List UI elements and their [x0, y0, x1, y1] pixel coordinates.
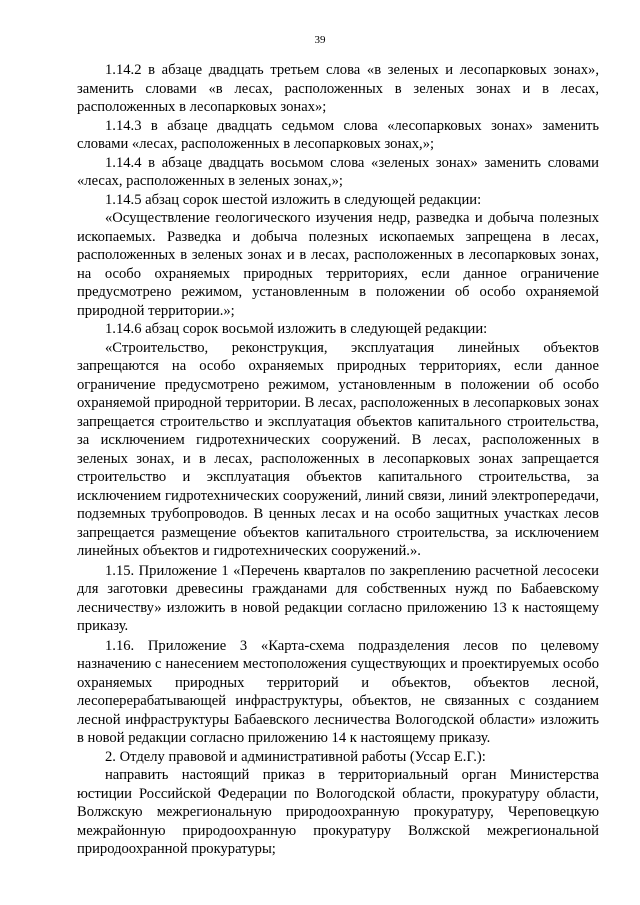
page-number: 39	[314, 34, 326, 46]
paragraph-1-15: 1.15. Приложение 1 «Перечень кварталов по закреплению расчетной лесосеки для заготовки древесины гражданами для собственных нужд по Бабаевскому лесничеству» изложить в новой редакции согласно приложению 13 к настоящему приказу.	[77, 562, 599, 634]
paragraph-1-16: 1.16. Приложение 3 «Карта-схема подразделения лесов по целевому назначению с нанесением местоположения существующих и проектируемых особо охраняемых природных территорий и объектов, объектов лесной, лесоперерабатывающей инфраструктуры, объектов, не связанных с созданием лесной инфраструктуры Бабаевского лесничества Вологодской области» изложить в новой редакции согласно приложению 14 к настоящему приказу.	[77, 637, 599, 746]
paragraph-1-14-6: 1.14.6 абзац сорок восьмой изложить в следующей редакции:	[105, 321, 488, 337]
paragraph-2-directive: направить настоящий приказ в территориальный орган Министерства юстиции Российской Федерации по Вологодской области, прокуратуру области, Волжскую межрегиональную природоохранную прокуратуру, Череповецкую межрайонную природоохранную прокуратуру Волжской межрегиональной природоохранной прокуратуры;	[77, 767, 599, 857]
document-body	[77, 61, 599, 859]
paragraph-1-14-4: 1.14.4 в абзаце двадцать восьмом слова «зеленых зонах» заменить словами «лесах, расположенных в зеленых зонах,»;	[77, 154, 599, 189]
paragraph-1-14-5: 1.14.5 абзац сорок шестой изложить в следующей редакции:	[105, 191, 482, 208]
quoted-paragraph-46: «Осуществление геологического изучения недр, разведка и добыча полезных ископаемых. Разведка и добыча полезных ископаемых запрещена в лесах, расположенных в зеленых зонах и в лесах, расположенных в лесопарковых зонах, на особо охраняемых природных территориях, если данное ограничение предусмотрено режимом, установленным в положении об особо охраняемой природной территории.»;	[77, 210, 599, 319]
paragraph-1-14-3: 1.14.3 в абзаце двадцать седьмом слова «лесопарковых зонах» заменить словами «лесах, расположенных в лесопарковых зонах,»;	[77, 117, 599, 152]
paragraph-2: 2. Отделу правовой и административной работы (Уссар Е.Г.):	[105, 748, 486, 765]
paragraph-1-14-2: 1.14.2 в абзаце двадцать третьем слова «в зеленых и лесопарковых зонах», заменить словами «в лесах, расположенных в зеленых зонах и в лесах, расположенных в лесопарковых зонах»;	[77, 62, 599, 115]
quoted-paragraph-48: «Строительство, реконструкция, эксплуатация линейных объектов запрещаются на особо охраняемых природных территориях, если данное ограничение предусмотрено режимом, установленным в положении об особо охраняемой природной территории. В лесах, расположенных в лесопарковых зонах запрещается строительство и эксплуатация объектов капитального строительства, за исключением гидротехнических сооружений. В лесах, расположенных в зеленых зонах, и в лесах, расположенных в лесопарковых зонах запрещается строительство и эксплуатация объектов капитального строительства, за исключением гидротехнических сооружений, линий связи, линий электропередачи, подземных трубопроводов. В ценных лесах и на особо защитных участках лесов запрещается размещение объектов капитального строительства, за исключением линейных объектов и гидротехнических сооружений.».	[77, 339, 599, 559]
